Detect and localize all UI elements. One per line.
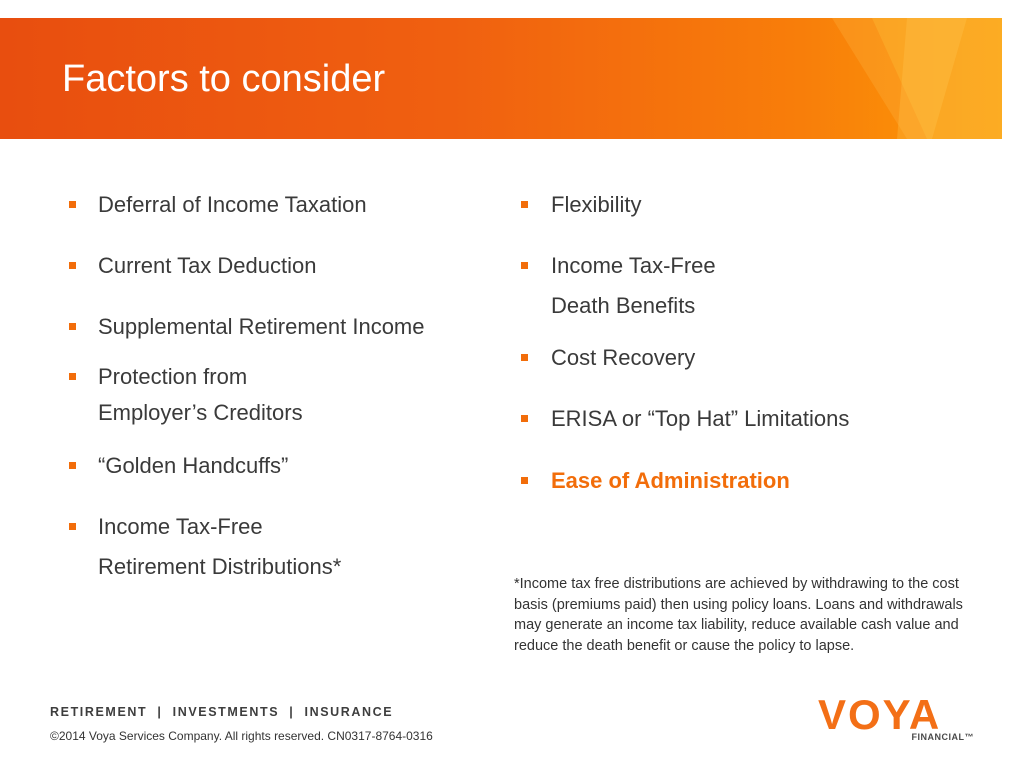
bullet-marker-icon <box>69 462 76 469</box>
list-item: Flexibility <box>551 192 642 217</box>
bullet-marker-icon <box>69 201 76 208</box>
logo-subtitle: FINANCIAL™ <box>911 732 974 742</box>
list-item: ERISA or “Top Hat” Limitations <box>551 406 850 431</box>
bullet-marker-icon <box>69 523 76 530</box>
logo-wordmark: VOYA <box>818 691 942 738</box>
footnote: *Income tax free distributions are achieved by withdrawing to the cost basis (premiums paid) then using policy loans. Loans and withdrawals may generate an income tax liability, reduce available cash value and reduce the death benefit or cause the policy to lapse. <box>514 576 963 654</box>
list-item: Protection from <box>98 364 248 389</box>
list-item: Death Benefits <box>551 293 696 318</box>
list-item: Deferral of Income Taxation <box>98 192 367 217</box>
bullet-marker-icon <box>521 354 528 361</box>
bullet-marker-icon <box>69 323 76 330</box>
list-item: Current Tax Deduction <box>98 253 317 278</box>
copyright-text: ©2014 Voya Services Company. All rights reserved. CN0317-8764-0316 <box>50 729 433 743</box>
voya-logo <box>818 691 978 746</box>
list-item: Retirement Distributions* <box>98 554 342 579</box>
bullet-marker-icon <box>69 373 76 380</box>
page-title: Factors to consider <box>62 58 386 100</box>
footer-tagline: RETIREMENT | INVESTMENTS | INSURANCE <box>50 705 394 719</box>
bullet-marker-icon <box>521 415 528 422</box>
bullet-marker-icon <box>521 201 528 208</box>
list-item: “Golden Handcuffs” <box>98 453 289 478</box>
bullet-marker-icon <box>69 262 76 269</box>
list-item: Ease of Administration <box>551 468 790 493</box>
title-banner <box>0 18 1002 139</box>
bullet-marker-icon <box>521 477 528 484</box>
list-item: Income Tax-Free <box>551 253 716 278</box>
list-item: Supplemental Retirement Income <box>98 314 425 339</box>
bullet-marker-icon <box>521 262 528 269</box>
list-item: Cost Recovery <box>551 345 696 370</box>
list-item: Income Tax-Free <box>98 514 263 539</box>
list-item: Employer’s Creditors <box>98 400 303 425</box>
banner-chevron-decoration <box>802 18 1002 139</box>
